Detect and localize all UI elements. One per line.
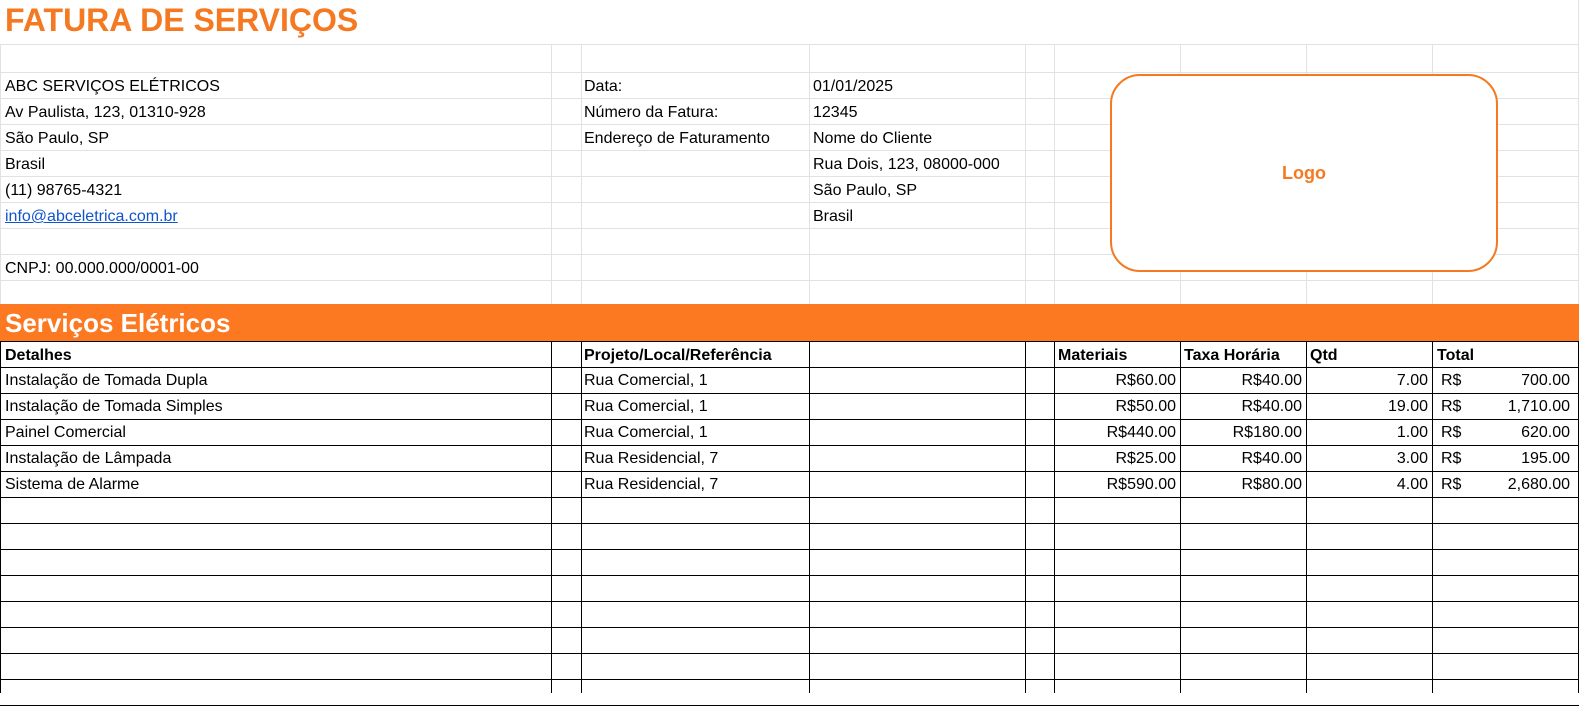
row-project[interactable]: Rua Residencial, 7 — [584, 476, 719, 493]
gridline-vertical — [0, 44, 1, 304]
date-label[interactable]: Data: — [584, 78, 623, 95]
client-country[interactable]: Brasil — [813, 208, 854, 225]
row-hourly-rate[interactable]: R$40.00 — [1241, 398, 1302, 415]
company-name[interactable]: ABC SERVIÇOS ELÉTRICOS — [5, 78, 220, 95]
gridline-vertical — [1054, 44, 1055, 304]
table-border-horizontal — [0, 575, 1579, 576]
row-materials[interactable]: R$60.00 — [1115, 372, 1176, 389]
column-header-project[interactable]: Projeto/Local/Referência — [584, 347, 772, 364]
row-details[interactable]: Instalação de Tomada Dupla — [5, 372, 208, 389]
row-qty[interactable]: 3.00 — [1396, 450, 1428, 467]
row-hourly-rate[interactable]: R$180.00 — [1232, 424, 1302, 441]
row-currency[interactable]: R$ — [1441, 424, 1462, 441]
table-border-horizontal — [0, 627, 1579, 628]
row-details[interactable]: Instalação de Tomada Simples — [5, 398, 223, 415]
section-banner[interactable] — [0, 304, 1579, 341]
table-border-horizontal — [0, 367, 1579, 368]
row-qty[interactable]: 4.00 — [1396, 476, 1428, 493]
billing-address-label[interactable]: Endereço de Faturamento — [584, 130, 770, 147]
column-header-hourly-rate[interactable]: Taxa Horária — [1184, 347, 1280, 364]
table-border-horizontal — [0, 601, 1579, 602]
row-hourly-rate[interactable]: R$40.00 — [1241, 372, 1302, 389]
row-total[interactable]: 1,710.00 — [1507, 398, 1570, 415]
row-currency[interactable]: R$ — [1441, 372, 1462, 389]
row-project[interactable]: Rua Comercial, 1 — [584, 398, 708, 415]
row-hourly-rate[interactable]: R$40.00 — [1241, 450, 1302, 467]
client-address[interactable]: Rua Dois, 123, 08000-000 — [813, 156, 1000, 173]
company-country[interactable]: Brasil — [5, 156, 46, 173]
row-total[interactable]: 700.00 — [1521, 372, 1570, 389]
row-total[interactable]: 620.00 — [1521, 424, 1570, 441]
table-border-horizontal — [0, 679, 1579, 680]
row-currency[interactable]: R$ — [1441, 450, 1462, 467]
row-details[interactable]: Painel Comercial — [5, 424, 126, 441]
table-border-horizontal — [0, 393, 1579, 394]
row-project[interactable]: Rua Residencial, 7 — [584, 450, 719, 467]
row-materials[interactable]: R$590.00 — [1106, 476, 1176, 493]
column-header-details[interactable]: Detalhes — [5, 347, 72, 364]
row-currency[interactable]: R$ — [1441, 476, 1462, 493]
table-border-horizontal — [0, 653, 1579, 654]
logo-label: Logo — [1282, 163, 1326, 183]
row-qty[interactable]: 1.00 — [1396, 424, 1428, 441]
column-header-total[interactable]: Total — [1437, 347, 1475, 364]
row-total[interactable]: 2,680.00 — [1507, 476, 1570, 493]
company-city[interactable]: São Paulo, SP — [5, 130, 110, 147]
table-border-horizontal — [0, 497, 1579, 498]
gridline-vertical — [551, 44, 552, 304]
row-materials[interactable]: R$25.00 — [1115, 450, 1176, 467]
company-phone[interactable]: (11) 98765-4321 — [5, 182, 123, 199]
client-city[interactable]: São Paulo, SP — [813, 182, 918, 199]
row-project[interactable]: Rua Comercial, 1 — [584, 424, 708, 441]
row-details[interactable]: Instalação de Lâmpada — [5, 450, 172, 467]
company-email-link[interactable]: info@abceletrica.com.br — [5, 208, 178, 225]
table-border-horizontal — [0, 471, 1579, 472]
gridline-horizontal — [0, 44, 1579, 45]
table-border-horizontal — [0, 549, 1579, 550]
client-name[interactable]: Nome do Cliente — [813, 130, 933, 147]
gridline-horizontal — [0, 280, 1579, 281]
row-hourly-rate[interactable]: R$80.00 — [1241, 476, 1302, 493]
table-border-horizontal — [0, 445, 1579, 446]
section-title: Serviços Elétricos — [5, 308, 231, 338]
company-address[interactable]: Av Paulista, 123, 01310-928 — [5, 104, 206, 121]
table-border-horizontal — [0, 341, 1579, 342]
row-materials[interactable]: R$440.00 — [1106, 424, 1176, 441]
row-details[interactable]: Sistema de Alarme — [5, 476, 140, 493]
gridline-horizontal — [0, 72, 1579, 73]
logo-placeholder[interactable] — [1110, 74, 1498, 272]
row-qty[interactable]: 19.00 — [1387, 398, 1428, 415]
row-project[interactable]: Rua Comercial, 1 — [584, 372, 708, 389]
date-value[interactable]: 01/01/2025 — [813, 78, 894, 95]
column-header-materials[interactable]: Materiais — [1058, 347, 1128, 364]
company-cnpj[interactable]: CNPJ: 00.000.000/0001-00 — [5, 260, 199, 277]
row-qty[interactable]: 7.00 — [1396, 372, 1428, 389]
row-total[interactable]: 195.00 — [1521, 450, 1570, 467]
row-currency[interactable]: R$ — [1441, 398, 1462, 415]
gridline-vertical — [809, 44, 810, 304]
invoice-number-label[interactable]: Número da Fatura: — [584, 104, 719, 121]
table-border-horizontal — [0, 419, 1579, 420]
row-materials[interactable]: R$50.00 — [1115, 398, 1176, 415]
table-border-horizontal — [0, 523, 1579, 524]
page-title[interactable]: FATURA DE SERVIÇOS — [5, 2, 359, 38]
gridline-vertical — [581, 44, 582, 304]
gridline-vertical — [1025, 44, 1026, 304]
invoice-number-value[interactable]: 12345 — [813, 104, 858, 121]
column-header-qty[interactable]: Qtd — [1310, 347, 1338, 364]
